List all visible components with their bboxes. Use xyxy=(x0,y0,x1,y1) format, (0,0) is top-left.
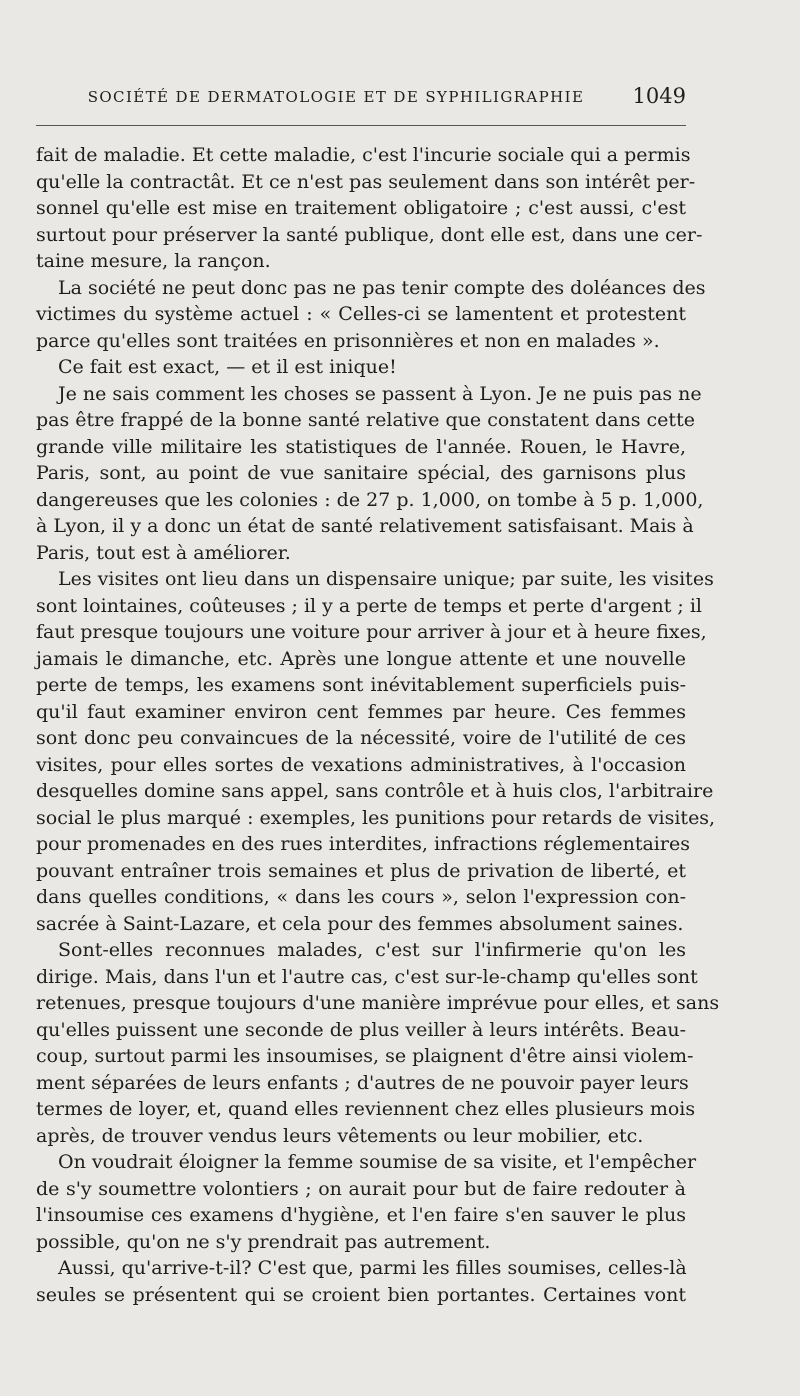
text-line: Aussi, qu'arrive-t-il? C'est que, parmi les filles soumises, celles-là xyxy=(58,1257,687,1279)
text-line: coup, surtout parmi les insoumises, se plaignent d'être ainsi violem- xyxy=(36,1045,694,1067)
text-line: Paris, tout est à améliorer. xyxy=(36,541,291,564)
text-line: Les visites ont lieu dans un dispensaire unique; par suite, les visites xyxy=(58,568,714,590)
text-line: sont lointaines, coûteuses ; il y a perte de temps et perte d'argent ; il xyxy=(36,594,703,617)
text-line: social le plus marqué : exemples, les punitions pour retards de visites, xyxy=(36,806,716,829)
text-line: l'insoumise ces examens d'hygiène, et l'en faire s'en sauver le plus xyxy=(36,1204,686,1226)
text-line: dirige. Mais, dans l'un et l'autre cas, c'est sur-le-champ qu'elles sont xyxy=(36,965,698,988)
text-line: sont donc peu convaincues de la nécessité, voire de l'utilité de ces xyxy=(36,727,686,749)
text-line: taine mesure, la rançon. xyxy=(36,250,271,272)
text-line: après, de trouver vendus leurs vêtements ou leur mobilier, etc. xyxy=(36,1124,644,1147)
text-line: seules se présentent qui se croient bien portantes. Certaines vont xyxy=(36,1283,686,1306)
header-rule xyxy=(36,125,686,126)
text-line: perte de temps, les examens sont inévitablement superficiels puis- xyxy=(36,674,686,696)
text-line: parce qu'elles sont traitées en prisonnières et non en malades ». xyxy=(36,329,660,352)
text-line: qu'elles puissent une seconde de plus veiller à leurs intérêts. Beau- xyxy=(36,1018,686,1041)
text-line: grande ville militaire les statistiques de l'année. Rouen, le Havre, xyxy=(36,435,686,458)
text-line: La société ne peut donc pas ne pas tenir compte des doléances des xyxy=(58,276,706,299)
text-line: possible, qu'on ne s'y prendrait pas autrement. xyxy=(36,1230,491,1253)
text-line: surtout pour préserver la santé publique, dont elle est, dans une cer- xyxy=(36,223,703,246)
text-line: à Lyon, il y a donc un état de santé relativement satisfaisant. Mais à xyxy=(36,515,694,537)
text-line: jamais le dimanche, etc. Après une longue attente et une nouvelle xyxy=(36,647,686,670)
text-line: pouvant entraîner trois semaines et plus de privation de liberté, et xyxy=(36,859,686,882)
text-line: pour promenades en des rues interdites, infractions réglementaires xyxy=(36,833,690,855)
text-line: dans quelles conditions, « dans les cours », selon l'expression con- xyxy=(36,886,686,908)
text-line: fait de maladie. Et cette maladie, c'est l'incurie sociale qui a permis xyxy=(36,144,691,166)
text-line: ment séparées de leurs enfants ; d'autres de ne pouvoir payer leurs xyxy=(36,1071,689,1094)
text-line: termes de loyer, et, quand elles reviennent chez elles plusieurs mois xyxy=(36,1098,696,1120)
text-line: Paris, sont, au point de vue sanitaire spécial, des garnisons plus xyxy=(36,462,686,484)
text-line: sacrée à Saint-Lazare, et cela pour des femmes absolument saines. xyxy=(36,912,684,935)
text-line: Sont-elles reconnues malades, c'est sur l'infirmerie qu'on les xyxy=(58,939,686,961)
text-line: dangereuses que les colonies : de 27 p. 1,000, on tombe à 5 p. 1,000, xyxy=(36,488,704,511)
text-line: faut presque toujours une voiture pour arriver à jour et à heure fixes, xyxy=(36,621,707,643)
text-line: de s'y soumettre volontiers ; on aurait pour but de faire redouter à xyxy=(36,1177,686,1200)
page-number: 1049 xyxy=(632,84,686,108)
text-line: qu'elle la contractât. Et ce n'est pas seulement dans son intérêt per- xyxy=(36,170,696,193)
text-line: On voudrait éloigner la femme soumise de sa visite, et l'empêcher xyxy=(58,1151,697,1173)
text-line: Ce fait est exact, — et il est inique! xyxy=(58,356,397,378)
text-line: Je ne sais comment les choses se passent à Lyon. Je ne puis pas ne xyxy=(58,382,702,405)
body-text xyxy=(36,142,720,1308)
text-line: pas être frappé de la bonne santé relative que constatent dans cette xyxy=(36,409,695,431)
text-line: visites, pour elles sortes de vexations administratives, à l'occasion xyxy=(36,753,686,776)
text-line: retenues, presque toujours d'une manière imprévue pour elles, et sans xyxy=(36,992,720,1014)
page-header xyxy=(36,84,686,114)
text-line: sonnel qu'elle est mise en traitement obligatoire ; c'est aussi, c'est xyxy=(36,197,686,219)
running-head: SOCIÉTÉ DE DERMATOLOGIE ET DE SYPHILIGRAPHIE xyxy=(87,88,585,106)
text-line: qu'il faut examiner environ cent femmes par heure. Ces femmes xyxy=(36,700,686,723)
text-line: desquelles domine sans appel, sans contrôle et à huis clos, l'arbitraire xyxy=(36,780,714,802)
text-line: victimes du système actuel : « Celles-ci se lamentent et protestent xyxy=(36,303,686,325)
